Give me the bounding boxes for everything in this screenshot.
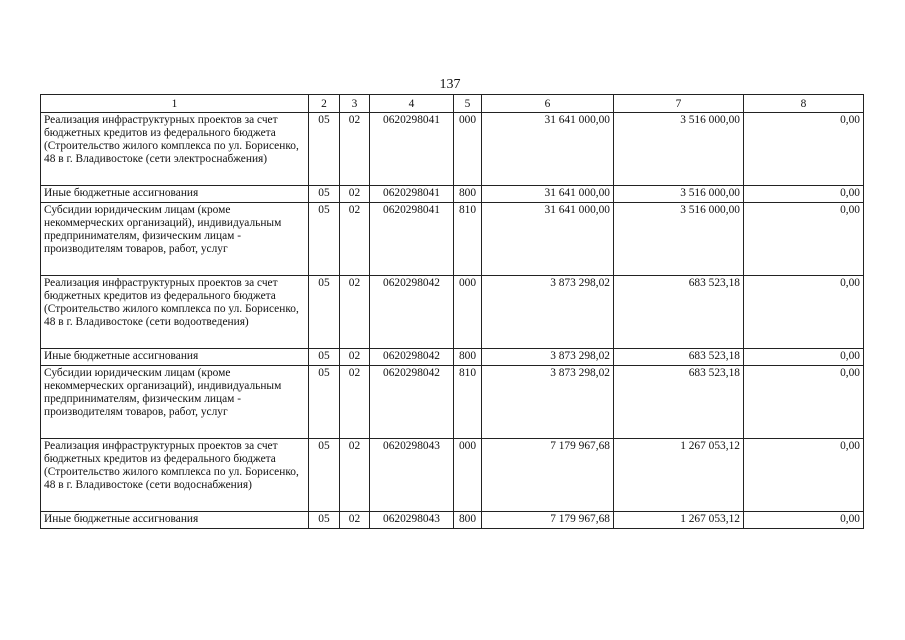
amount-col8-cell: 0,00	[744, 186, 864, 203]
subsection-code-cell: 02	[340, 203, 370, 276]
section-code-cell: 05	[309, 186, 340, 203]
subsection-code-cell: 02	[340, 349, 370, 366]
amount-col8-cell: 0,00	[744, 349, 864, 366]
amount-col8-cell: 0,00	[744, 366, 864, 439]
row-name-cell: Иные бюджетные ассигнования	[41, 186, 309, 203]
header-cell: 8	[744, 95, 864, 113]
header-cell: 6	[482, 95, 614, 113]
amount-col8-cell: 0,00	[744, 439, 864, 512]
table-row	[41, 366, 864, 439]
expense-type-cell: 800	[454, 512, 482, 529]
row-name-cell: Реализация инфраструктурных проектов за счет бюджетных кредитов из федерального бюджета (Строительство жилого комплекса по ул. Борисенко, 48 в г. Владивостоке (сети электроснабжения)	[41, 113, 309, 186]
table-row	[41, 203, 864, 276]
section-code-cell: 05	[309, 439, 340, 512]
subsection-code-cell: 02	[340, 113, 370, 186]
subsection-code-cell: 02	[340, 439, 370, 512]
header-cell: 2	[309, 95, 340, 113]
amount-col6-cell: 7 179 967,68	[482, 439, 614, 512]
amount-col6-cell: 3 873 298,02	[482, 349, 614, 366]
row-name-cell: Субсидии юридическим лицам (кроме некоммерческих организаций), индивидуальным предпринимателям, физическим лицам - производителям товаров, работ, услуг	[41, 203, 309, 276]
amount-col7-cell: 3 516 000,00	[614, 186, 744, 203]
budget-table	[40, 94, 864, 529]
target-article-cell: 0620298042	[370, 349, 454, 366]
amount-col6-cell: 3 873 298,02	[482, 366, 614, 439]
section-code-cell: 05	[309, 113, 340, 186]
target-article-cell: 0620298041	[370, 186, 454, 203]
expense-type-cell: 000	[454, 113, 482, 186]
subsection-code-cell: 02	[340, 276, 370, 349]
target-article-cell: 0620298041	[370, 113, 454, 186]
amount-col8-cell: 0,00	[744, 512, 864, 529]
amount-col6-cell: 31 641 000,00	[482, 203, 614, 276]
amount-col7-cell: 3 516 000,00	[614, 203, 744, 276]
target-article-cell: 0620298042	[370, 366, 454, 439]
subsection-code-cell: 02	[340, 366, 370, 439]
table-row	[41, 276, 864, 349]
table-row	[41, 186, 864, 203]
amount-col8-cell: 0,00	[744, 113, 864, 186]
section-code-cell: 05	[309, 512, 340, 529]
subsection-code-cell: 02	[340, 186, 370, 203]
expense-type-cell: 000	[454, 276, 482, 349]
table-row	[41, 349, 864, 366]
amount-col8-cell: 0,00	[744, 203, 864, 276]
header-cell: 1	[41, 95, 309, 113]
row-name-cell: Реализация инфраструктурных проектов за счет бюджетных кредитов из федерального бюджета (Строительство жилого комплекса по ул. Борисенко, 48 в г. Владивостоке (сети водоснабжения)	[41, 439, 309, 512]
row-name-cell: Иные бюджетные ассигнования	[41, 512, 309, 529]
amount-col8-cell: 0,00	[744, 276, 864, 349]
subsection-code-cell: 02	[340, 512, 370, 529]
page-number: 137	[439, 77, 461, 92]
table-row	[41, 113, 864, 186]
row-name-cell: Иные бюджетные ассигнования	[41, 349, 309, 366]
amount-col6-cell: 31 641 000,00	[482, 186, 614, 203]
table-row	[41, 439, 864, 512]
expense-type-cell: 810	[454, 203, 482, 276]
target-article-cell: 0620298043	[370, 512, 454, 529]
section-code-cell: 05	[309, 203, 340, 276]
amount-col6-cell: 3 873 298,02	[482, 276, 614, 349]
expense-type-cell: 810	[454, 366, 482, 439]
amount-col6-cell: 31 641 000,00	[482, 113, 614, 186]
expense-type-cell: 000	[454, 439, 482, 512]
header-row	[41, 95, 864, 113]
amount-col7-cell: 1 267 053,12	[614, 439, 744, 512]
amount-col7-cell: 683 523,18	[614, 349, 744, 366]
section-code-cell: 05	[309, 349, 340, 366]
amount-col7-cell: 1 267 053,12	[614, 512, 744, 529]
section-code-cell: 05	[309, 276, 340, 349]
amount-col6-cell: 7 179 967,68	[482, 512, 614, 529]
header-cell: 7	[614, 95, 744, 113]
header-cell: 5	[454, 95, 482, 113]
amount-col7-cell: 3 516 000,00	[614, 113, 744, 186]
section-code-cell: 05	[309, 366, 340, 439]
expense-type-cell: 800	[454, 186, 482, 203]
target-article-cell: 0620298042	[370, 276, 454, 349]
row-name-cell: Субсидии юридическим лицам (кроме некоммерческих организаций), индивидуальным предпринимателям, физическим лицам - производителям товаров, работ, услуг	[41, 366, 309, 439]
row-name-cell: Реализация инфраструктурных проектов за счет бюджетных кредитов из федерального бюджета (Строительство жилого комплекса по ул. Борисенко, 48 в г. Владивостоке (сети водоотведения)	[41, 276, 309, 349]
amount-col7-cell: 683 523,18	[614, 276, 744, 349]
header-cell: 4	[370, 95, 454, 113]
table-row	[41, 512, 864, 529]
amount-col7-cell: 683 523,18	[614, 366, 744, 439]
header-cell: 3	[340, 95, 370, 113]
expense-type-cell: 800	[454, 349, 482, 366]
target-article-cell: 0620298043	[370, 439, 454, 512]
target-article-cell: 0620298041	[370, 203, 454, 276]
